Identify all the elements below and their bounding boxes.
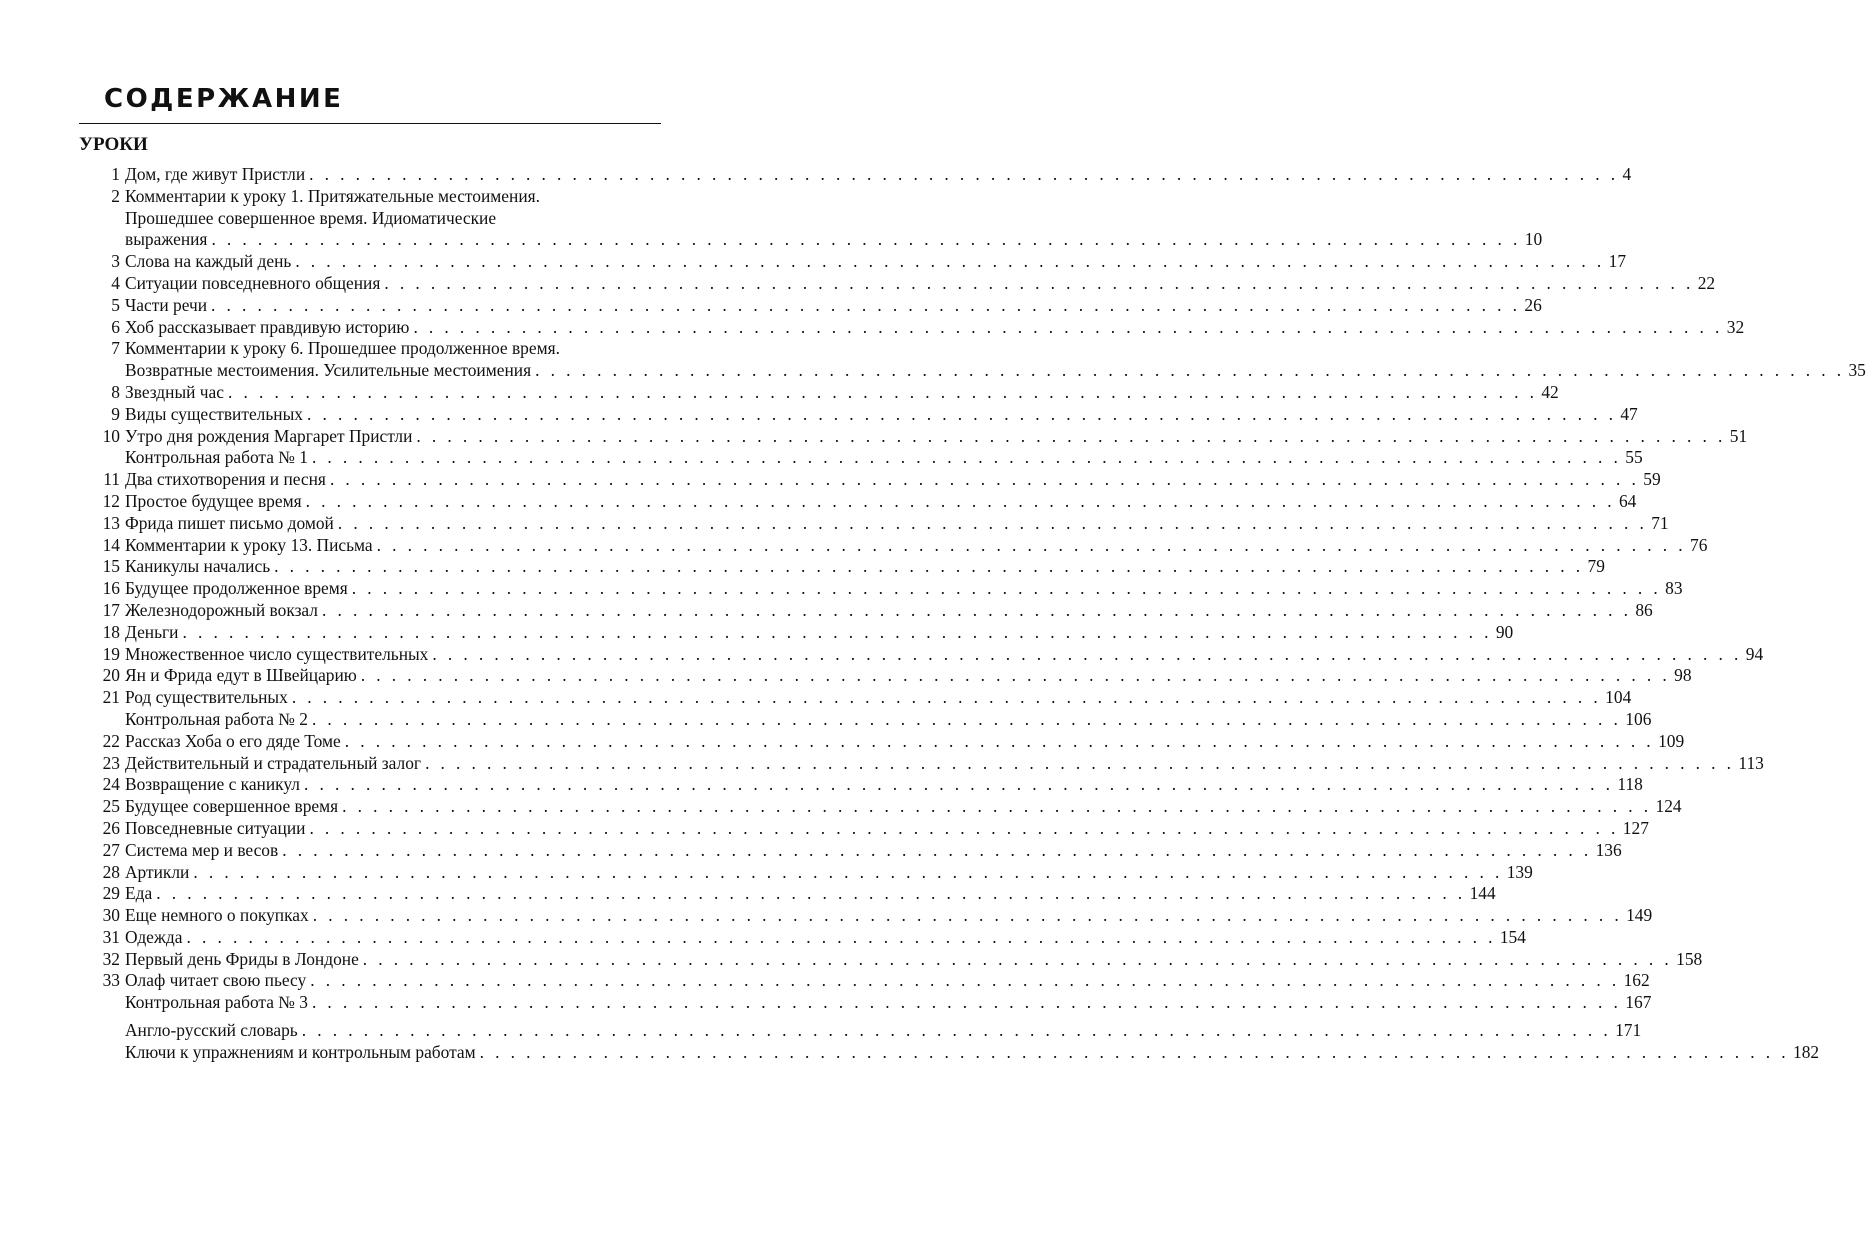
dot-leader: . . . . . . . . . . . . . . . . . . . . . . . . . . . . . . . . . . . . . . . . . . . . . . . . . . . . . . . . . . . . . . . . . . . . . . . . . . . . . . . . . . . . . xyxy=(303,774,1614,795)
toc-entry xyxy=(79,469,1661,491)
toc-entry xyxy=(79,752,1764,775)
toc-entry-number: 5 xyxy=(111,294,120,315)
toc-entry xyxy=(79,381,1559,404)
toc-entry xyxy=(79,708,1652,731)
toc-entry-title-line: Комментарии к уроку 6. Прошедшее продолженное время. xyxy=(125,338,560,359)
dot-leader: . . . . . . . . . . . . . . . . . . . . . . . . . . . . . . . . . . . . . . . . . . . . . . . . . . . . . . . . . . . . . . . . . . . . . . . . . . . . . . . . . . . . . xyxy=(309,817,1619,838)
toc-entry xyxy=(79,447,1643,469)
dot-leader: . . . . . . . . . . . . . . . . . . . . . . . . . . . . . . . . . . . . . . . . . . . . . . . . . . . . . . . . . . . . . . . . . . . . . . . . . . . . . . . . . . . . . xyxy=(479,1041,1789,1062)
toc-entry-title: Фрида пишет письмо домой xyxy=(125,512,334,533)
toc-entry-title: Звездный час xyxy=(125,381,224,402)
toc-entry-page: 55 xyxy=(1625,447,1643,468)
dot-leader: . . . . . . . . . . . . . . . . . . . . . . . . . . . . . . . . . . . . . . . . . . . . . . . . . . . . . . . . . . . . . . . . . . . . . . . . . . . . . . . . . . . . . xyxy=(282,839,1592,860)
toc-entry-page: 90 xyxy=(1495,621,1514,642)
dot-leader: . . . . . . . . . . . . . . . . . . . . . . . . . . . . . . . . . . . . . . . . . . . . . . . . . . . . . . . . . . . . . . . . . . . . . . . . . . . . . . . . . . . . . xyxy=(535,360,1845,381)
toc-entry xyxy=(79,905,1653,927)
toc-entry-number: 26 xyxy=(102,817,120,838)
toc-entry xyxy=(79,185,1543,251)
toc-entry-page: 136 xyxy=(1595,839,1622,860)
toc-entry-title-line: Комментарии к уроку 1. Притяжательные местоимения. xyxy=(125,185,540,206)
dot-leader: . . . . . . . . . . . . . . . . . . . . . . . . . . . . . . . . . . . . . . . . . . . . . . . . . . . . . . . . . . . . . . . . . . . . . . . . . . . . . . . . . . . . . xyxy=(156,883,1466,904)
toc-entry-title: Англо-русский словарь xyxy=(125,1020,298,1041)
toc-entry-page: 171 xyxy=(1615,1020,1642,1041)
toc-entry-title: Возвратные местоимения. Усилительные местоимения xyxy=(125,360,532,381)
toc-entry-number: 30 xyxy=(102,905,120,926)
toc-entry xyxy=(79,621,1514,644)
toc-entry-page: 83 xyxy=(1665,578,1683,599)
toc-entry-title: Множественное число существительных xyxy=(125,643,429,664)
toc-entry-page: 182 xyxy=(1793,1041,1820,1062)
toc-entry-page: 154 xyxy=(1499,926,1526,947)
toc-entry-page: 64 xyxy=(1618,490,1637,511)
dot-leader: . . . . . . . . . . . . . . . . . . . . . . . . . . . . . . . . . . . . . . . . . . . . . . . . . . . . . . . . . . . . . . . . . . . . . . . . . . . . . . . . . . . . . xyxy=(309,164,1619,184)
dot-leader: . . . . . . . . . . . . . . . . . . . . . . . . . . . . . . . . . . . . . . . . . . . . . . . . . . . . . . . . . . . . . . . . . . . . . . . . . . . . . . . . . . . . . xyxy=(432,643,1742,664)
dot-leader: . . . . . . . . . . . . . . . . . . . . . . . . . . . . . . . . . . . . . . . . . . . . . . . . . . . . . . . . . . . . . . . . . . . . . . . . . . . . . . . . . . . . . xyxy=(228,381,1538,402)
toc-entry-title: Простое будущее время xyxy=(125,490,302,511)
toc-entry-number: 6 xyxy=(111,316,120,337)
toc-entry-page: 158 xyxy=(1676,948,1703,969)
toc-entry-number: 7 xyxy=(111,338,120,359)
toc-entry xyxy=(79,338,1866,382)
toc-entry-title: Первый день Фриды в Лондоне xyxy=(125,948,359,969)
toc-entry xyxy=(79,883,1496,905)
toc-entry-number: 2 xyxy=(111,185,120,206)
toc-entry-number: 17 xyxy=(102,599,120,620)
toc-entry-number: 19 xyxy=(102,643,120,664)
toc-entry-page: 47 xyxy=(1620,403,1638,424)
toc-entry-title: Железнодорожный вокзал xyxy=(125,599,318,620)
toc-entry-number: 14 xyxy=(102,534,120,555)
toc-entry xyxy=(79,839,1622,862)
toc-entry-page: 71 xyxy=(1651,512,1669,533)
toc-entry-title: Ситуации повседневного общения xyxy=(125,272,381,293)
toc-entry-page: 32 xyxy=(1726,316,1745,337)
toc-entry-title: Повседневные ситуации xyxy=(125,817,306,838)
toc-entry-page: 98 xyxy=(1674,665,1692,686)
toc-entry-title: Олаф читает свою пьесу xyxy=(125,970,307,991)
toc-entry-page: 76 xyxy=(1690,534,1708,555)
toc-entry-title: Одежда xyxy=(125,926,183,947)
toc-entry-page: 124 xyxy=(1655,796,1682,817)
dot-leader: . . . . . . . . . . . . . . . . . . . . . . . . . . . . . . . . . . . . . . . . . . . . . . . . . . . . . . . . . . . . . . . . . . . . . . . . . . . . . . . . . . . . . xyxy=(311,992,1622,1013)
toc-entry-page: 144 xyxy=(1469,883,1496,904)
toc-entry-number: 23 xyxy=(102,752,120,773)
toc-entry xyxy=(79,556,1605,578)
toc-entry-number: 16 xyxy=(102,578,120,599)
toc-entry xyxy=(79,992,1652,1014)
table-of-contents xyxy=(79,164,1866,1064)
toc-entry-number: 8 xyxy=(111,381,120,402)
toc-entry xyxy=(79,534,1708,557)
toc-entry-title: Слова на каждый день xyxy=(125,251,292,272)
toc-entry-page: 127 xyxy=(1622,817,1649,838)
dot-leader: . . . . . . . . . . . . . . . . . . . . . . . . . . . . . . . . . . . . . . . . . . . . . . . . . . . . . . . . . . . . . . . . . . . . . . . . . . . . . . . . . . . . . xyxy=(351,578,1662,599)
toc-entry-number: 25 xyxy=(102,796,120,817)
toc-entry-number: 1 xyxy=(111,164,120,184)
toc-entry-page: 42 xyxy=(1541,381,1559,402)
dot-leader: . . . . . . . . . . . . . . . . . . . . . . . . . . . . . . . . . . . . . . . . . . . . . . . . . . . . . . . . . . . . . . . . . . . . . . . . . . . . . . . . . . . . . xyxy=(274,556,1584,577)
toc-entry-title: Еда xyxy=(125,883,153,904)
toc-entry-number: 3 xyxy=(111,251,120,272)
toc-entry-page: 86 xyxy=(1635,599,1653,620)
dot-leader: . . . . . . . . . . . . . . . . . . . . . . . . . . . . . . . . . . . . . . . . . . . . . . . . . . . . . . . . . . . . . . . . . . . . . . . . . . . . . . . . . . . . . xyxy=(310,970,1620,991)
toc-entry-page: 4 xyxy=(1622,164,1632,184)
toc-entry-title: Будущее совершенное время xyxy=(125,796,339,817)
dot-leader: . . . . . . . . . . . . . . . . . . . . . . . . . . . . . . . . . . . . . . . . . . . . . . . . . . . . . . . . . . . . . . . . . . . . . . . . . . . . . . . . . . . . . xyxy=(193,861,1503,882)
toc-entry-title: Части речи xyxy=(125,294,208,315)
dot-leader: . . . . . . . . . . . . . . . . . . . . . . . . . . . . . . . . . . . . . . . . . . . . . . . . . . . . . . . . . . . . . . . . . . . . . . . . . . . . . . . . . . . . . xyxy=(362,948,1673,969)
toc-entry-number: 9 xyxy=(111,403,120,424)
toc-entry-title: Каникулы начались xyxy=(125,556,271,577)
toc-entry xyxy=(79,817,1649,840)
toc-entry xyxy=(79,861,1533,884)
toc-entry-number: 29 xyxy=(102,883,120,904)
toc-entry-title: Виды существительных xyxy=(125,403,303,424)
toc-entry xyxy=(79,665,1692,687)
toc-entry-title: Хоб рассказывает правдивую историю xyxy=(125,316,410,337)
toc-entry-title: Два стихотворения и песня xyxy=(125,469,326,490)
toc-entry xyxy=(79,578,1683,600)
toc-entry-number: 21 xyxy=(102,687,120,708)
toc-entry-title: Артикли xyxy=(125,861,190,882)
toc-entry-page: 106 xyxy=(1625,708,1652,729)
toc-entry-title: Контрольная работа № 2 xyxy=(125,708,308,729)
page-title: СОДЕРЖАНИЕ xyxy=(104,84,344,114)
toc-entry-title-line: Прошедшее совершенное время. Идиоматические xyxy=(125,207,497,228)
toc-entry-title: Рассказ Хоба о его дяде Томе xyxy=(125,730,341,751)
toc-entry-page: 167 xyxy=(1625,992,1652,1013)
dot-leader: . . . . . . . . . . . . . . . . . . . . . . . . . . . . . . . . . . . . . . . . . . . . . . . . . . . . . . . . . . . . . . . . . . . . . . . . . . . . . . . . . . . . . xyxy=(360,665,1671,686)
toc-entry-title: Деньги xyxy=(125,621,179,642)
toc-entry-page: 94 xyxy=(1745,643,1764,664)
dot-leader: . . . . . . . . . . . . . . . . . . . . . . . . . . . . . . . . . . . . . . . . . . . . . . . . . . . . . . . . . . . . . . . . . . . . . . . . . . . . . . . . . . . . . xyxy=(311,708,1622,729)
toc-entry xyxy=(79,512,1669,535)
toc-entry xyxy=(79,1020,1642,1042)
dot-leader: . . . . . . . . . . . . . . . . . . . . . . . . . . . . . . . . . . . . . . . . . . . . . . . . . . . . . . . . . . . . . . . . . . . . . . . . . . . . . . . . . . . . . xyxy=(301,1020,1612,1041)
dot-leader: . . . . . . . . . . . . . . . . . . . . . . . . . . . . . . . . . . . . . . . . . . . . . . . . . . . . . . . . . . . . . . . . . . . . . . . . . . . . . . . . . . . . . xyxy=(186,926,1496,947)
toc-entry-page: 59 xyxy=(1643,469,1661,490)
dot-leader: . . . . . . . . . . . . . . . . . . . . . . . . . . . . . . . . . . . . . . . . . . . . . . . . . . . . . . . . . . . . . . . . . . . . . . . . . . . . . . . . . . . . . xyxy=(211,294,1521,315)
toc-entry xyxy=(79,164,1632,186)
dot-leader: . . . . . . . . . . . . . . . . . . . . . . . . . . . . . . . . . . . . . . . . . . . . . . . . . . . . . . . . . . . . . . . . . . . . . . . . . . . . . . . . . . . . . xyxy=(413,316,1723,337)
dot-leader: . . . . . . . . . . . . . . . . . . . . . . . . . . . . . . . . . . . . . . . . . . . . . . . . . . . . . . . . . . . . . . . . . . . . . . . . . . . . . . . . . . . . . xyxy=(425,752,1735,773)
title-divider xyxy=(79,123,661,124)
toc-entry-page: 104 xyxy=(1605,687,1632,708)
toc-entry xyxy=(79,599,1653,622)
toc-entry-number: 15 xyxy=(102,556,120,577)
dot-leader: . . . . . . . . . . . . . . . . . . . . . . . . . . . . . . . . . . . . . . . . . . . . . . . . . . . . . . . . . . . . . . . . . . . . . . . . . . . . . . . . . . . . . xyxy=(295,251,1605,272)
toc-entry-number: 18 xyxy=(102,621,120,642)
dot-leader: . . . . . . . . . . . . . . . . . . . . . . . . . . . . . . . . . . . . . . . . . . . . . . . . . . . . . . . . . . . . . . . . . . . . . . . . . . . . . . . . . . . . . xyxy=(384,272,1694,293)
toc-entry-page: 51 xyxy=(1729,425,1748,446)
dot-leader: . . . . . . . . . . . . . . . . . . . . . . . . . . . . . . . . . . . . . . . . . . . . . . . . . . . . . . . . . . . . . . . . . . . . . . . . . . . . . . . . . . . . . xyxy=(337,512,1648,533)
toc-entry xyxy=(79,948,1703,971)
dot-leader: . . . . . . . . . . . . . . . . . . . . . . . . . . . . . . . . . . . . . . . . . . . . . . . . . . . . . . . . . . . . . . . . . . . . . . . . . . . . . . . . . . . . . xyxy=(376,534,1687,555)
toc-entry-page: 10 xyxy=(1524,229,1543,250)
toc-entry-number: 24 xyxy=(102,774,120,795)
dot-leader: . . . . . . . . . . . . . . . . . . . . . . . . . . . . . . . . . . . . . . . . . . . . . . . . . . . . . . . . . . . . . . . . . . . . . . . . . . . . . . . . . . . . . xyxy=(344,730,1655,751)
dot-leader: . . . . . . . . . . . . . . . . . . . . . . . . . . . . . . . . . . . . . . . . . . . . . . . . . . . . . . . . . . . . . . . . . . . . . . . . . . . . . . . . . . . . . xyxy=(305,490,1615,511)
toc-entry-title: Утро дня рождения Маргарет Пристли xyxy=(125,425,413,446)
dot-leader: . . . . . . . . . . . . . . . . . . . . . . . . . . . . . . . . . . . . . . . . . . . . . . . . . . . . . . . . . . . . . . . . . . . . . . . . . . . . . . . . . . . . . xyxy=(211,229,1521,250)
section-heading: УРОКИ xyxy=(79,134,148,155)
toc-entry-title: выражения xyxy=(125,229,208,250)
toc-entry-number: 12 xyxy=(102,490,120,511)
toc-entry-number: 31 xyxy=(102,926,120,947)
toc-entry-page: 139 xyxy=(1506,861,1533,882)
toc-entry-page: 26 xyxy=(1524,294,1542,315)
toc-entry-number: 22 xyxy=(102,730,120,751)
toc-entry xyxy=(79,272,1716,295)
toc-entry-page: 35 xyxy=(1848,360,1866,381)
toc-entry-title: Будущее продолженное время xyxy=(125,578,348,599)
toc-entry-title: Контрольная работа № 1 xyxy=(125,447,308,468)
toc-entry-number: 13 xyxy=(102,512,120,533)
toc-entry xyxy=(79,687,1632,709)
toc-entry-number: 32 xyxy=(102,948,120,969)
toc-entry-number: 20 xyxy=(102,665,120,686)
toc-entry-title: Контрольная работа № 3 xyxy=(125,992,308,1013)
toc-entry xyxy=(79,1041,1820,1064)
dot-leader: . . . . . . . . . . . . . . . . . . . . . . . . . . . . . . . . . . . . . . . . . . . . . . . . . . . . . . . . . . . . . . . . . . . . . . . . . . . . . . . . . . . . . xyxy=(322,599,1632,620)
dot-leader: . . . . . . . . . . . . . . . . . . . . . . . . . . . . . . . . . . . . . . . . . . . . . . . . . . . . . . . . . . . . . . . . . . . . . . . . . . . . . . . . . . . . . xyxy=(182,621,1492,642)
toc-entry-page: 79 xyxy=(1587,556,1605,577)
toc-entry-title: Действительный и страдательный залог xyxy=(125,752,422,773)
dot-leader: . . . . . . . . . . . . . . . . . . . . . . . . . . . . . . . . . . . . . . . . . . . . . . . . . . . . . . . . . . . . . . . . . . . . . . . . . . . . . . . . . . . . . xyxy=(312,905,1623,926)
toc-entry-number: 33 xyxy=(102,970,120,991)
dot-leader: . . . . . . . . . . . . . . . . . . . . . . . . . . . . . . . . . . . . . . . . . . . . . . . . . . . . . . . . . . . . . . . . . . . . . . . . . . . . . . . . . . . . . xyxy=(329,469,1640,490)
toc-entry-page: 118 xyxy=(1617,774,1643,795)
toc-entry xyxy=(79,643,1764,666)
toc-entry-title: Дом, где живут Пристли xyxy=(125,164,306,184)
toc-entry-title: Ключи к упражнениям и контрольным работам xyxy=(125,1041,476,1062)
toc-entry-page: 109 xyxy=(1658,730,1685,751)
dot-leader: . . . . . . . . . . . . . . . . . . . . . . . . . . . . . . . . . . . . . . . . . . . . . . . . . . . . . . . . . . . . . . . . . . . . . . . . . . . . . . . . . . . . . xyxy=(416,425,1726,446)
dot-leader: . . . . . . . . . . . . . . . . . . . . . . . . . . . . . . . . . . . . . . . . . . . . . . . . . . . . . . . . . . . . . . . . . . . . . . . . . . . . . . . . . . . . . xyxy=(306,403,1617,424)
toc-entry xyxy=(79,425,1748,448)
toc-entry-number: 10 xyxy=(102,425,120,446)
toc-entry-page: 149 xyxy=(1626,905,1653,926)
toc-entry-title: Система мер и весов xyxy=(125,839,279,860)
toc-entry xyxy=(79,316,1745,339)
toc-entry-page: 113 xyxy=(1738,752,1764,773)
toc-entry-page: 162 xyxy=(1623,970,1650,991)
dot-leader: . . . . . . . . . . . . . . . . . . . . . . . . . . . . . . . . . . . . . . . . . . . . . . . . . . . . . . . . . . . . . . . . . . . . . . . . . . . . . . . . . . . . . xyxy=(291,687,1602,708)
dot-leader: . . . . . . . . . . . . . . . . . . . . . . . . . . . . . . . . . . . . . . . . . . . . . . . . . . . . . . . . . . . . . . . . . . . . . . . . . . . . . . . . . . . . . xyxy=(311,447,1622,468)
toc-entry-number: 4 xyxy=(111,272,120,293)
toc-entry-number: 28 xyxy=(102,861,120,882)
toc-entry-page: 22 xyxy=(1697,272,1716,293)
toc-entry xyxy=(79,490,1637,513)
toc-entry-title: Возвращение с каникул xyxy=(125,774,300,795)
toc-entry-title: Ян и Фрида едут в Швейцарию xyxy=(125,665,357,686)
toc-entry-number: 27 xyxy=(102,839,120,860)
toc-entry xyxy=(79,796,1682,818)
toc-entry xyxy=(79,730,1685,753)
toc-entry-title: Еще немного о покупках xyxy=(125,905,309,926)
toc-entry xyxy=(79,970,1650,992)
toc-entry xyxy=(79,403,1638,426)
toc-entry-page: 17 xyxy=(1608,251,1627,272)
toc-entry xyxy=(79,926,1526,949)
toc-entry xyxy=(79,251,1627,273)
toc-entry-title: Род существительных xyxy=(125,687,288,708)
toc-entry xyxy=(79,294,1542,317)
dot-leader: . . . . . . . . . . . . . . . . . . . . . . . . . . . . . . . . . . . . . . . . . . . . . . . . . . . . . . . . . . . . . . . . . . . . . . . . . . . . . . . . . . . . . xyxy=(342,796,1652,817)
toc-entry-title: Комментарии к уроку 13. Письма xyxy=(125,534,373,555)
toc-entry-number: 11 xyxy=(103,469,120,490)
toc-entry xyxy=(79,774,1643,796)
